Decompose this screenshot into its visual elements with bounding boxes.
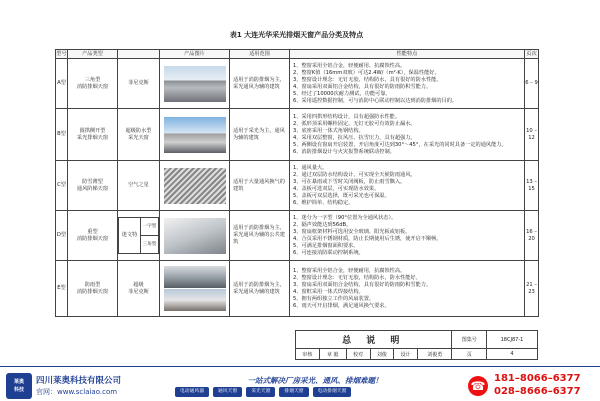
row-page: 6 – 9 — [525, 59, 539, 109]
table-title: 表1 大连光华采光排烟天窗产品分类及特点 — [229, 31, 364, 39]
row-picture — [160, 109, 230, 161]
col-type: 型号 — [56, 50, 67, 57]
subtype-table — [118, 217, 159, 254]
phone-icon: ☎ — [468, 376, 488, 396]
tag: 电动排烟天窗 — [313, 387, 352, 397]
table-row — [56, 59, 539, 109]
check-label: 校对 — [346, 349, 370, 360]
row-type: C型 — [56, 161, 68, 211]
tag: 采光天窗 — [246, 387, 275, 397]
tag: 通风天窗 — [213, 387, 242, 397]
row-type: A型 — [56, 59, 68, 109]
row-type: E型 — [56, 261, 68, 317]
product-table — [55, 49, 539, 317]
company-logo: 莱奥 科技 — [6, 373, 32, 399]
row-features — [290, 161, 525, 211]
feature-line: 1、迷分为一字型（90°位置为全通风状态）。 — [293, 214, 397, 221]
row-range: 适用于消防排烟为主，采光通风为辅的建筑 — [230, 59, 290, 109]
feature-line: 1、整窗采用全铝合金，轻便耐用、抗腐蚀性高。 — [293, 62, 406, 69]
feature-line: 6、雨天可开启排烟，满足通风换气要求。 — [293, 302, 390, 309]
row-name: 防雨型 消防排烟天窗 — [68, 261, 118, 317]
row-page: 13 – 15 — [525, 161, 539, 211]
row-page: 10 – 12 — [525, 109, 539, 161]
designer-name: 刘俊勇 — [417, 349, 451, 360]
feature-line: 4、采用双层整窗，抗风压、抗雪压力，具有超强力。 — [293, 134, 416, 141]
design-label: 设计 — [394, 349, 418, 360]
row-range: 适用于消防排烟为主，采光通风为辅的公共建筑 — [230, 211, 290, 261]
feature-line: 6、可连接消防联动控制系统。 — [293, 249, 364, 256]
table-row — [56, 261, 539, 317]
table-header-row — [56, 50, 539, 59]
col-material — [118, 50, 160, 59]
product-photo — [164, 66, 226, 102]
feature-line: 5、可满足排烟窗面积要求。 — [293, 242, 359, 249]
col-features: 性能特点 — [290, 50, 525, 59]
drawing-title: 总 说 明 — [296, 331, 452, 349]
page-label: 页 — [452, 349, 486, 360]
row-features — [290, 261, 525, 317]
company-website[interactable]: 官网：www.sclaiao.com — [36, 388, 118, 396]
spec-sheet — [55, 27, 538, 360]
row-material: 空气之星 — [118, 161, 160, 211]
product-photo — [164, 289, 226, 311]
row-material — [118, 211, 160, 261]
feature-line: 3、窗扇框架材料可选用安全玻璃、阳光板或铝板。 — [293, 228, 411, 235]
row-picture — [160, 261, 230, 317]
feature-line: 5、盖板可双层选择，既可采光也可保温。 — [293, 192, 390, 199]
title-block — [295, 330, 538, 360]
feature-line: 6、维护简单、结构稳定。 — [293, 199, 354, 206]
row-page: 21 – 23 — [525, 261, 539, 317]
feature-line: 1、采用四拱形结构设计，具有超强防水性能。 — [293, 113, 401, 120]
row-name: 三角型 消防排烟天窗 — [68, 59, 118, 109]
row-picture — [160, 211, 230, 261]
phone-number[interactable]: 028–8666–6377 — [494, 386, 581, 397]
row-range: 适用于消防排烟为主，采光通风为辅的建筑 — [230, 261, 290, 317]
feature-line: 6、消防排烟设计与火灾报警系统联动控制。 — [293, 148, 395, 155]
row-material: 超级防水型 采光天窗 — [118, 109, 160, 161]
table-row — [56, 109, 539, 161]
feature-line: 2、通过双层防水结构设计，可实现全天候防雨通风。 — [293, 171, 416, 178]
row-material: 超级 菲尼克斯 — [118, 261, 160, 317]
feature-line: 2、隔声效能达到56dB。 — [293, 221, 352, 228]
row-picture — [160, 59, 230, 109]
feature-line: 3、可在暴雨或下雪时关闭阀板，防止雨雪飘入。 — [293, 178, 406, 185]
row-name: 重型 消防排烟天窗 — [68, 211, 118, 261]
feature-line: 2、整窗设计理念：无钉无胶，结构防水，防水性能好。 — [293, 274, 421, 281]
feature-line: 5、拥有两组独立工作的风扇装置。 — [293, 295, 375, 302]
col-name: 产品类型 — [68, 50, 118, 59]
phone-number[interactable]: 181–8066–6377 — [494, 373, 581, 384]
product-photo — [164, 266, 226, 288]
row-page: 16 – 20 — [525, 211, 539, 261]
table-row — [56, 211, 539, 261]
feature-line: 5、两侧设有窗扇开启装置，开启角度可达到30°～45°，在采光的同时具备一定的通风能力。 — [293, 141, 507, 148]
col-pic: 产品图片 — [160, 50, 230, 59]
atlas-label: 图集号 — [452, 331, 486, 349]
row-features — [290, 109, 525, 161]
product-tags — [175, 387, 351, 397]
subtype-label: 一字型 — [141, 218, 159, 236]
reviewer-name: 章 毅 — [319, 349, 346, 360]
row-type: D型 — [56, 211, 68, 261]
review-label: 审核 — [296, 349, 320, 360]
row-features — [290, 211, 525, 261]
row-type: B型 — [56, 109, 68, 161]
row-picture — [160, 161, 230, 211]
feature-line: 4、盖板可选双层，可实现防水效果。 — [293, 185, 380, 192]
feature-line: 4、窗扇采用双面铝合金结构，具有很好的防雨防积雪能力。 — [293, 83, 432, 90]
company-name: 四川莱奥科技有限公司 — [36, 376, 122, 386]
feature-line: 1、通风量大。 — [293, 164, 328, 171]
company-footer — [0, 370, 600, 401]
feature-line: 1、整窗采用全铝合金，轻便耐用，抗腐蚀性高。 — [293, 267, 406, 274]
col-page: 页次 — [526, 50, 537, 57]
col-range: 适用范围 — [230, 50, 290, 59]
feature-line: 2、整窗K值（16mm双玻）可达2.4W/（m²·K），保温性能好。 — [293, 69, 440, 76]
tag: 电动通风器 — [175, 387, 209, 397]
feature-line: 4、合页采用不锈钢材质，防止长期使用后生锈，使开启不顺畅。 — [293, 235, 442, 242]
row-range: 适用于采光为主，通风为辅的建筑 — [230, 109, 290, 161]
feature-line: 5、经过了10000次耐力测试，功能可靠。 — [293, 90, 391, 97]
feature-line: 3、整窗设计理念：无钉无胶，结构防水，具有很好的防水性能。 — [293, 76, 442, 83]
row-name: 圆拱侧开型 采光排烟天窗 — [68, 109, 118, 161]
product-photo — [164, 218, 226, 254]
feature-line: 3、窗扇采用双面铝合金结构，具有很好的防雨防积雪能力。 — [293, 281, 432, 288]
atlas-number: 18CJ87-1 — [486, 331, 537, 349]
page-number: 4 — [486, 349, 537, 360]
product-photo — [164, 117, 226, 153]
slogan: 一站式解决厂房采光、通风、排烟难题！ — [247, 376, 383, 385]
checker-name: 刘俊 — [370, 349, 394, 360]
footer-divider — [0, 366, 600, 367]
feature-line: 3、底座采用一体式角钢结构。 — [293, 127, 364, 134]
table-row — [56, 161, 539, 211]
row-features — [290, 59, 525, 109]
row-name: 防雪薄型 通风阶梯天窗 — [68, 161, 118, 211]
tag: 排烟天窗 — [279, 387, 308, 397]
material-label: 迷文特 — [119, 218, 141, 254]
subtype-label: 三角型 — [141, 236, 159, 254]
feature-line: 2、弧形顶采用螺栓固定，无钉无胶可有效防止漏水。 — [293, 120, 416, 127]
row-range: 适用于大量通风换气的建筑 — [230, 161, 290, 211]
feature-line: 4、窗框采用一体式焊接结构。 — [293, 288, 364, 295]
feature-line: 6、采用遥控数据控制，可与消防中心联动控制以达到消防排烟的目的。 — [293, 97, 458, 104]
row-material: 菲尼克斯 — [118, 59, 160, 109]
product-photo — [164, 168, 226, 204]
